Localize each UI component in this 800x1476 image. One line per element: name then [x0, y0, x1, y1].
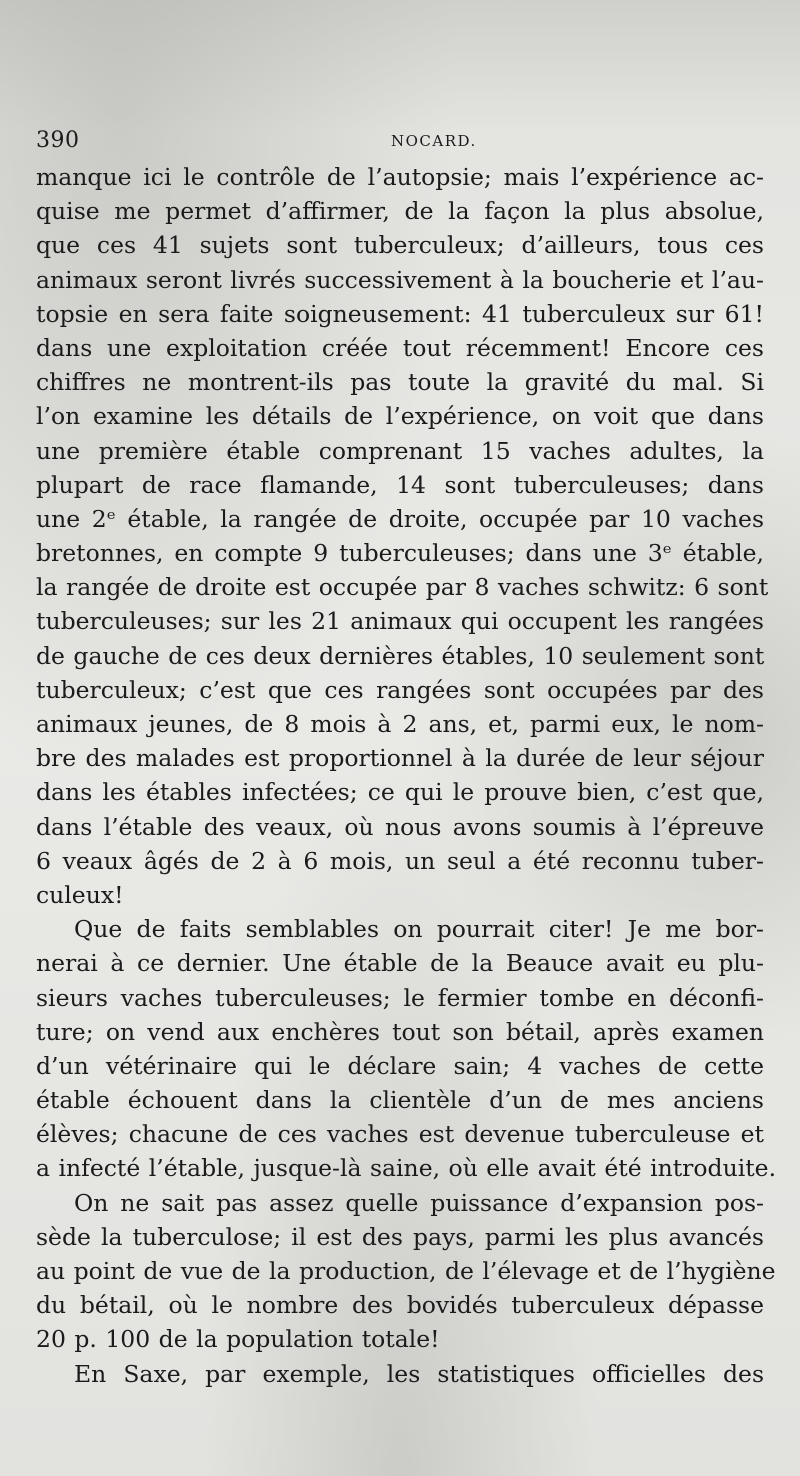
text-line: sède la tuberculose; il est des pays, parmi les plus avancés	[36, 1222, 764, 1251]
text-line: 20 p. 100 de la population totale!	[36, 1325, 440, 1354]
text-line: quise me permet d’affirmer, de la façon la plus absolue,	[36, 197, 764, 226]
text-line: Que de faits semblables on pourrait citer! Je me bor-	[74, 915, 764, 944]
text-line: En Saxe, par exemple, les statistiques officielles des	[74, 1359, 764, 1388]
text-line: topsie en sera faite soigneusement: 41 tuberculeux sur 61!	[36, 299, 764, 328]
page-number: 390	[36, 128, 80, 153]
text-line: étable échouent dans la clientèle d’un de mes anciens	[36, 1086, 764, 1115]
text-line: du bétail, où le nombre des bovidés tuberculeux dépasse	[36, 1291, 764, 1320]
text-line: dans une exploitation créée tout récemment! Encore ces	[36, 333, 764, 362]
text-line: manque ici le contrôle de l’autopsie; mais l’expérience ac-	[36, 163, 764, 191]
text-line: tuberculeuses; sur les 21 animaux qui occupent les rangées	[36, 607, 764, 636]
text-line: bretonnes, en compte 9 tuberculeuses; dans une 3ᵉ étable,	[36, 539, 764, 568]
text-line: de gauche de ces deux dernières étables, 10 seulement sont	[36, 641, 765, 670]
text-line: animaux seront livrés successivement à la boucherie et l’au-	[36, 265, 764, 294]
text-line: que ces 41 sujets sont tuberculeux; d’ailleurs, tous ces	[36, 231, 764, 260]
text-line: d’un vétérinaire qui le déclare sain; 4 vaches de cette	[36, 1051, 764, 1080]
text-line: dans l’étable des veaux, où nous avons soumis à l’épreuve	[36, 812, 764, 841]
text-line: plupart de race flamande, 14 sont tuberculeuses; dans	[36, 470, 764, 499]
text-line: animaux jeunes, de 8 mois à 2 ans, et, parmi eux, le nom-	[36, 710, 764, 738]
text-line: la rangée de droite est occupée par 8 vaches schwitz: 6 sont	[36, 573, 769, 602]
running-head	[36, 128, 764, 158]
text-line: bre des malades est proportionnel à la durée de leur séjour	[36, 744, 764, 773]
text-line: au point de vue de la production, de l’élevage et de l’hygiène	[36, 1257, 776, 1285]
running-head-author: NOCARD.	[391, 132, 477, 150]
text-line: une première étable comprenant 15 vaches adultes, la	[36, 436, 764, 465]
text-line: culeux!	[36, 880, 124, 909]
text-line: 6 veaux âgés de 2 à 6 mois, un seul a été reconnu tuber-	[36, 846, 764, 875]
text-line: a infecté l’étable, jusque-là saine, où elle avait été introduite.	[36, 1154, 777, 1183]
text-line: dans les étables infectées; ce qui le prouve bien, c’est que,	[36, 778, 764, 807]
text-line: sieurs vaches tuberculeuses; le fermier tombe en déconfi-	[36, 983, 764, 1012]
text-line: tuberculeux; c’est que ces rangées sont occupées par des	[36, 675, 764, 704]
text-line: nerai à ce dernier. Une étable de la Beauce avait eu plu-	[36, 949, 764, 978]
text-line: ture; on vend aux enchères tout son bétail, après examen	[36, 1017, 764, 1046]
text-line: On ne sait pas assez quelle puissance d’expansion pos-	[74, 1188, 764, 1217]
text-line: chiffres ne montrent-ils pas toute la gravité du mal. Si	[36, 368, 764, 397]
text-line: l’on examine les détails de l’expérience, on voit que dans	[36, 402, 764, 431]
body-text	[36, 160, 777, 1391]
text-line: élèves; chacune de ces vaches est devenue tuberculeuse et	[36, 1120, 764, 1149]
text-line: une 2ᵉ étable, la rangée de droite, occupée par 10 vaches	[36, 504, 764, 533]
